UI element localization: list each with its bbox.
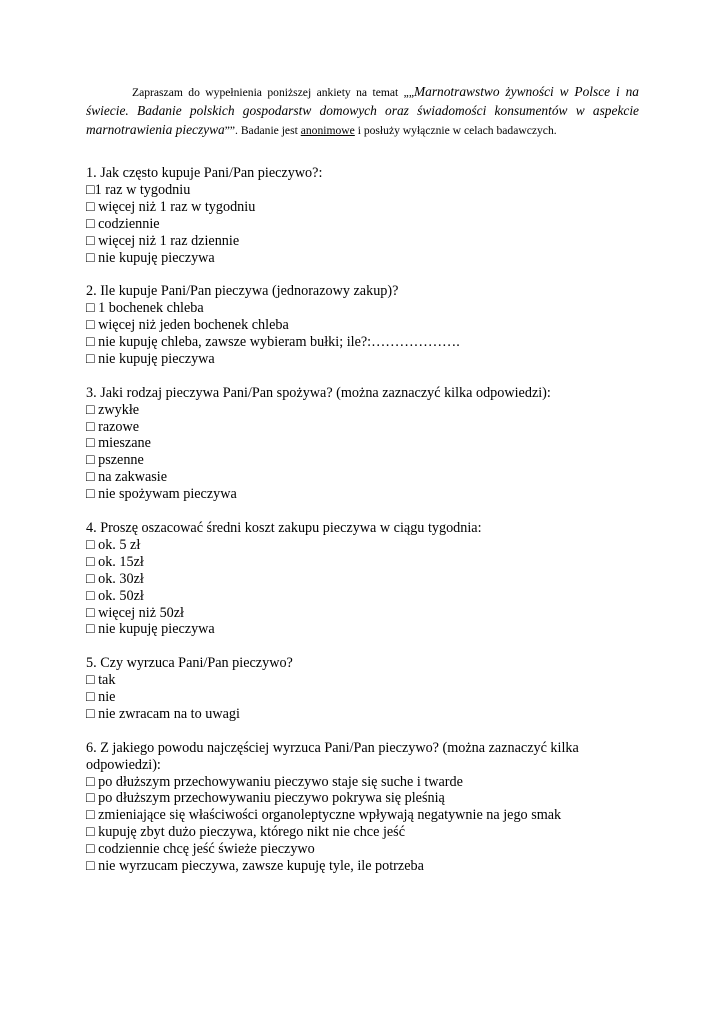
anonymous-word: anonimowe [300, 124, 355, 137]
answer-option[interactable]: □ tak [86, 672, 116, 689]
answer-option[interactable]: □ ok. 5 zł [86, 536, 141, 553]
answer-option[interactable]: □ więcej niż jeden bochenek chleba [86, 317, 289, 334]
answer-option[interactable]: □ ok. 15zł [86, 553, 144, 570]
answer-option[interactable]: □ po dłuższym przechowywaniu pieczywo pokrywa się pleśnią [86, 790, 445, 807]
answer-option[interactable]: □ więcej niż 50zł [86, 604, 184, 621]
question-title: 3. Jaki rodzaj pieczywa Pani/Pan spożywa? (można zaznaczyć kilka odpowiedzi): [86, 384, 551, 401]
answer-option[interactable]: □ nie zwracam na to uwagi [86, 705, 240, 722]
intro-text-start: Zapraszam do wypełnienia poniższej ankiety na temat „„ [132, 86, 414, 99]
question-title: 6. Z jakiego powodu najczęściej wyrzuca Pani/Pan pieczywo? (można zaznaczyć kilka odpowiedzi): [86, 739, 579, 773]
question-title: 4. Proszę oszacować średni koszt zakupu pieczywa w ciągu tygodnia: [86, 519, 482, 536]
answer-option[interactable]: □ kupuję zbyt dużo pieczywa, którego nikt nie chce jeść [86, 824, 406, 841]
answer-option[interactable]: □1 raz w tygodniu [86, 181, 191, 198]
answer-option[interactable]: □ nie kupuję pieczywa [86, 249, 215, 266]
answer-option[interactable]: □ nie kupuję pieczywa [86, 621, 215, 638]
question-6 [86, 740, 646, 875]
answer-option[interactable]: □ zwykłe [86, 401, 140, 418]
answer-option[interactable]: □ nie wyrzucam pieczywa, zawsze kupuję tyle, ile potrzeba [86, 858, 424, 875]
answer-option[interactable]: □ nie [86, 689, 116, 706]
question-2 [86, 283, 646, 368]
question-1 [86, 165, 646, 266]
survey-title: Marnotrawstwo żywności w Polsce i na świecie. Badanie polskich gospodarstw domowych oraz świadomości konsumentów w aspekcie marnotrawienia pieczywa [86, 84, 639, 137]
answer-option[interactable]: □ ok. 30zł [86, 570, 144, 587]
question-title: 1. Jak często kupuje Pani/Pan pieczywo?: [86, 165, 323, 181]
answer-option[interactable]: □ więcej niż 1 raz w tygodniu [86, 198, 256, 215]
answer-option[interactable]: □ 1 bochenek chleba [86, 300, 204, 317]
answer-option[interactable]: □ zmieniające się właściwości organoleptyczne wpływają negatywnie na jego smak [86, 807, 562, 824]
question-title: 5. Czy wyrzuca Pani/Pan pieczywo? [86, 655, 293, 672]
question-3 [86, 385, 646, 503]
questions-list [86, 165, 646, 892]
question-4 [86, 520, 646, 638]
answer-option[interactable]: □ razowe [86, 418, 140, 435]
answer-option[interactable]: □ nie kupuję pieczywa [86, 350, 215, 367]
answer-option[interactable]: □ nie kupuję chleba, zawsze wybieram bułki; ile?:………………. [86, 334, 460, 351]
answer-option[interactable]: □ na zakwasie [86, 469, 168, 486]
intro-text-end: i posłuży wyłącznie w celach badawczych. [354, 124, 557, 137]
answer-option[interactable]: □ ok. 50zł [86, 587, 144, 604]
answer-option[interactable]: □ pszenne [86, 452, 144, 469]
question-5 [86, 655, 646, 723]
intro-paragraph [86, 83, 639, 140]
answer-option[interactable]: □ codziennie [86, 215, 160, 232]
answer-option[interactable]: □ nie spożywam pieczywa [86, 486, 237, 503]
answer-option[interactable]: □ po dłuższym przechowywaniu pieczywo staje się suche i twarde [86, 773, 463, 790]
intro-text-middle: ””. Badanie jest [224, 124, 301, 137]
answer-option[interactable]: □ więcej niż 1 raz dziennie [86, 232, 240, 249]
question-title: 2. Ile kupuje Pani/Pan pieczywa (jednorazowy zakup)? [86, 283, 399, 300]
answer-option[interactable]: □ mieszane [86, 435, 151, 452]
answer-option[interactable]: □ codziennie chcę jeść świeże pieczywo [86, 841, 315, 858]
